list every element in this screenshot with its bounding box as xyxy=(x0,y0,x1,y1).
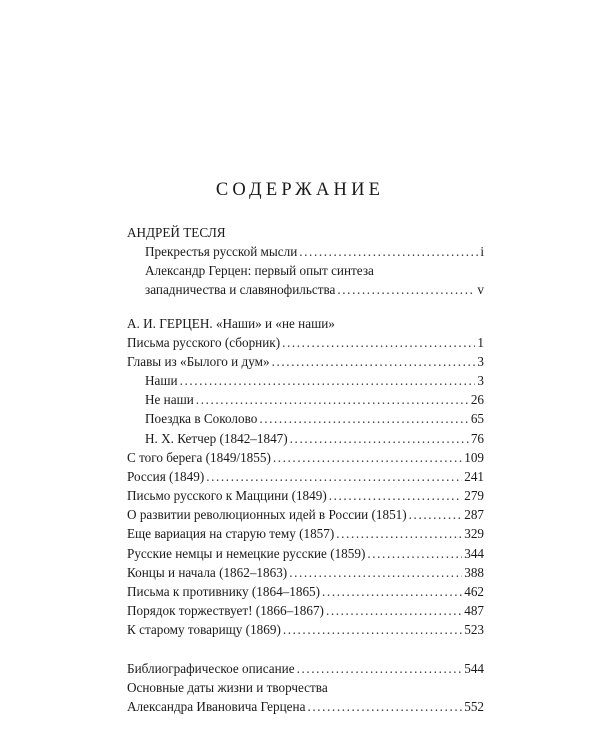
dot-leader xyxy=(326,601,462,620)
toc-entry-page: 523 xyxy=(464,622,484,638)
toc-entry-title: западничества и славянофильства xyxy=(145,282,336,298)
toc-entry[interactable] xyxy=(127,390,484,409)
toc-entry[interactable] xyxy=(127,467,484,486)
dot-leader xyxy=(322,582,462,601)
toc-entry[interactable] xyxy=(127,524,484,543)
toc-entry[interactable] xyxy=(127,280,484,299)
toc-entry-page: 241 xyxy=(464,468,484,484)
toc-entry-page: 26 xyxy=(470,392,484,408)
toc-entry[interactable] xyxy=(127,409,484,428)
dot-leader xyxy=(299,242,478,261)
toc-entry[interactable] xyxy=(127,601,484,620)
toc-entry[interactable] xyxy=(127,333,484,352)
toc-entry-page: 76 xyxy=(470,430,484,446)
toc-entry-title: Н. Х. Кетчер (1842–1847) xyxy=(145,430,288,446)
toc-entry-page: 3 xyxy=(477,353,484,369)
toc-entry-title: Письма русского (сборник) xyxy=(127,334,281,350)
dot-leader xyxy=(290,429,469,448)
toc-entry[interactable] xyxy=(127,448,484,467)
toc-entry-page: 109 xyxy=(464,449,484,465)
toc-entry[interactable] xyxy=(127,544,484,563)
toc-entry[interactable] xyxy=(127,486,484,505)
dot-leader xyxy=(367,544,462,563)
table-of-contents xyxy=(127,223,484,716)
toc-entry-page: 552 xyxy=(464,698,484,714)
toc-entry[interactable] xyxy=(127,371,484,390)
toc-entry[interactable] xyxy=(127,697,484,716)
toc-entry-page: 287 xyxy=(464,507,484,523)
dot-leader xyxy=(289,563,462,582)
toc-entry[interactable] xyxy=(127,620,484,639)
toc-entry-page: 3 xyxy=(477,372,484,388)
dot-leader xyxy=(196,390,469,409)
toc-entry-title: Русские немцы и немецкие русские (1859) xyxy=(127,545,366,561)
toc-entry-title: Александра Ивановича Герцена xyxy=(127,698,306,714)
dot-leader xyxy=(336,524,462,543)
toc-entry-page: 279 xyxy=(464,488,484,504)
toc-entry-title: Библиографическое описание xyxy=(127,660,295,676)
toc-entry-page: v xyxy=(477,282,484,298)
toc-entry[interactable] xyxy=(127,582,484,601)
toc-entry-title-line[interactable]: Александр Герцен: первый опыт синтеза xyxy=(145,263,374,279)
dot-leader xyxy=(409,505,463,524)
toc-entry-title: К старому товарищу (1869) xyxy=(127,622,281,638)
dot-leader xyxy=(337,280,475,299)
section-spacer xyxy=(127,300,484,314)
toc-entry[interactable] xyxy=(127,242,484,261)
toc-entry-title: Главы из «Былого и дум» xyxy=(127,353,270,369)
toc-entry-title: Письмо русского к Маццини (1849) xyxy=(127,488,327,504)
toc-entry-title: Концы и начала (1862–1863) xyxy=(127,564,288,580)
toc-entry-title: О развитии революционных идей в России (1851) xyxy=(127,507,407,523)
toc-entry[interactable] xyxy=(127,563,484,582)
toc-entry-page: 388 xyxy=(464,564,484,580)
dot-leader xyxy=(273,448,462,467)
toc-entry[interactable] xyxy=(127,352,484,371)
toc-entry-page: 344 xyxy=(464,545,484,561)
dot-leader xyxy=(283,620,462,639)
toc-entry-title: С того берега (1849/1855) xyxy=(127,449,271,465)
toc-entry-title: Порядок торжествует! (1866–1867) xyxy=(127,603,324,619)
toc-entry-title-line[interactable]: Основные даты жизни и творчества xyxy=(127,679,328,695)
toc-entry-page: 65 xyxy=(470,411,484,427)
dot-leader xyxy=(206,467,462,486)
toc-entry-page: 487 xyxy=(464,603,484,619)
dot-leader xyxy=(272,352,476,371)
section-spacer xyxy=(127,640,484,659)
toc-entry-page: 1 xyxy=(477,334,484,350)
dot-leader xyxy=(282,333,475,352)
toc-entry-title: Письма к противнику (1864–1865) xyxy=(127,584,321,599)
dot-leader xyxy=(180,371,476,390)
dot-leader xyxy=(297,659,463,678)
page-title: СОДЕРЖАНИЕ xyxy=(215,180,385,200)
toc-entry-page: 329 xyxy=(464,526,484,542)
toc-entry-title: Россия (1849) xyxy=(127,468,205,484)
toc-entry[interactable] xyxy=(127,659,484,678)
toc-entry[interactable] xyxy=(127,429,484,448)
dot-leader xyxy=(259,409,469,428)
section-author-heading: АНДРЕЙ ТЕСЛЯ xyxy=(127,225,226,240)
toc-entry-title: Не наши xyxy=(145,392,194,408)
toc-entry-title: Еще вариация на старую тему (1857) xyxy=(127,526,335,542)
toc-entry-title: Поездка в Соколово xyxy=(145,411,258,427)
toc-entry-title: Наши xyxy=(145,372,178,388)
toc-entry[interactable] xyxy=(127,505,484,524)
toc-entry-title: Прекрестья русской мысли xyxy=(145,244,298,259)
toc-entry-page: 544 xyxy=(464,660,484,676)
toc-list xyxy=(127,333,484,640)
toc-entry-page: i xyxy=(480,244,484,259)
dot-leader xyxy=(307,697,462,716)
toc-entry-page: 462 xyxy=(464,584,484,599)
section-author-heading: А. И. ГЕРЦЕН. «Наши» и «не наши» xyxy=(127,315,335,331)
dot-leader xyxy=(329,486,462,505)
